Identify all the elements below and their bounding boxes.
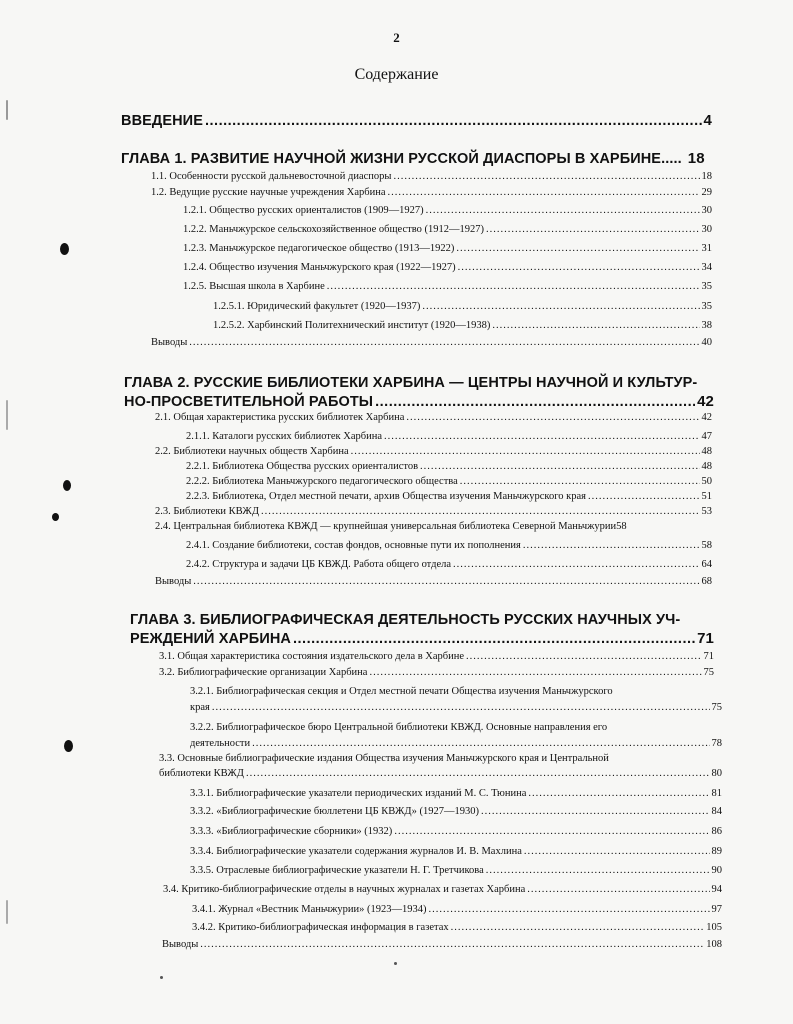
scan-speck	[60, 243, 69, 255]
toc-entry[interactable]: 3.3.1. Библиографические указатели периодических изданий М. С. Тюнина ..... 81	[190, 788, 722, 799]
toc-entry[interactable]: 3.1. Общая характеристика состояния издательского дела в Харбине ..... 71	[159, 651, 714, 662]
chapter-3-line1[interactable]: ГЛАВА 3. БИБЛИОГРАФИЧЕСКАЯ ДЕЯТЕЛЬНОСТЬ РУССКИХ НАУЧНЫХ УЧ-	[130, 612, 681, 628]
toc-intro-page: 4	[703, 112, 712, 129]
toc-entry[interactable]: 1.1. Особенности русской дальневосточной диаспоры ..... 18	[151, 171, 712, 182]
chapter-1-dots: .....	[661, 151, 682, 167]
leader-dots	[293, 631, 695, 647]
toc-entry-line1[interactable]: 3.2.2. Библиографическое бюро Центральной библиотеки КВЖД. Основные направления его	[190, 722, 608, 733]
toc-entry[interactable]: 3.4. Критико-библиографические отделы в научных журналах и газетах Харбина ..... 94	[163, 884, 722, 895]
toc-entry[interactable]: 1.2.5.1. Юридический факультет (1920—1937) ..... 35	[213, 301, 712, 312]
toc-entry[interactable]: 1.2.5. Высшая школа в Харбине ..... 35	[183, 281, 712, 292]
page-number: 2	[393, 30, 400, 45]
toc-entry[interactable]: 1.2. Ведущие русские научные учреждения Харбина ..... 29	[151, 187, 712, 198]
scan-speck	[63, 480, 71, 491]
toc-entry[interactable]: 3.3.5. Отраслевые библиографические указатели Н. Г. Третчикова ..... 90	[190, 865, 722, 876]
toc-chapter-3[interactable]	[130, 630, 714, 647]
chapter-2-page: 42	[697, 393, 714, 410]
toc-entry[interactable]: 2.4.1. Создание библиотеки, состав фондов, основные пути их пополнения ..... 58	[186, 540, 712, 551]
toc-chapter-2[interactable]	[124, 393, 714, 410]
toc-entry[interactable]: 3.4.1. Журнал «Вестник Маньчжурии» (1923—1934) ..... 97	[192, 904, 722, 915]
chapter-3-page: 71	[697, 630, 714, 647]
scan-speck	[64, 740, 73, 752]
toc-entry[interactable]: 1.2.1. Общество русских ориенталистов (1909—1927) ..... 30	[183, 205, 712, 216]
toc-entry[interactable]: 2.4. Центральная библиотека КВЖД — крупнейшая универсальная библиотека Северной Маньчжурии 58	[155, 521, 627, 532]
chapter-1-label: ГЛАВА 1. РАЗВИТИЕ НАУЧНОЙ ЖИЗНИ РУССКОЙ ДИАСПОРЫ В ХАРБИНЕ	[121, 151, 662, 167]
scan-edge-mark	[6, 100, 8, 120]
toc-entry[interactable]: 2.2.2. Библиотека Маньчжурского педагогического общества ..... 50	[186, 476, 712, 487]
toc-entry[interactable]: 1.2.3. Маньчжурское педагогическое общество (1913—1922) ..... 31	[183, 243, 712, 254]
toc-intro[interactable]	[121, 112, 712, 129]
toc-entry[interactable]: 1.2.2. Маньчжурское сельскохозяйственное общество (1912—1927) ..... 30	[183, 224, 712, 235]
toc-entry[interactable]: библиотеки КВЖД ..... 80	[159, 768, 722, 779]
toc-entry[interactable]: 1.2.5.2. Харбинский Политехнический институт (1920—1938) ..... 38	[213, 320, 712, 331]
scan-speck	[52, 513, 59, 521]
toc-entry[interactable]: 2.1. Общая характеристика русских библиотек Харбина ..... 42	[155, 412, 712, 423]
toc-entry[interactable]: 2.1.1. Каталоги русских библиотек Харбина ..... 47	[186, 431, 712, 442]
toc-entry[interactable]: 2.4.2. Структура и задачи ЦБ КВЖД. Работа общего отдела ..... 64	[186, 559, 712, 570]
toc-entry[interactable]: 2.2.3. Библиотека, Отдел местной печати, архив Общества изучения Маньчжурского края ..... 51	[186, 491, 712, 502]
toc-entry[interactable]: Выводы ..... 108	[162, 939, 722, 950]
toc-intro-label: ВВЕДЕНИЕ	[121, 113, 203, 129]
toc-entry-line1[interactable]: 3.2.1. Библиографическая секция и Отдел местной печати Общества изучения Маньчжурского	[190, 686, 613, 697]
toc-entry[interactable]: 2.3. Библиотеки КВЖД ..... 53	[155, 506, 712, 517]
chapter-2-label: НО-ПРОСВЕТИТЕЛЬНОЙ РАБОТЫ	[124, 394, 374, 410]
scan-edge-mark	[6, 400, 8, 430]
toc-entry[interactable]: 3.4.2. Критико-библиографическая информация в газетах ..... 105	[192, 922, 722, 933]
toc-entry-line1[interactable]: 3.3. Основные библиографические издания Общества изучения Маньчжурского края и Центральной	[159, 753, 609, 764]
toc-entry[interactable]: Выводы ..... 40	[151, 337, 712, 348]
toc-entry[interactable]: 2.2.1. Библиотека Общества русских ориенталистов ..... 48	[186, 461, 712, 472]
scan-speck	[394, 962, 397, 965]
toc-entry[interactable]: 1.2.4. Общество изучения Маньчжурского края (1922—1927) ..... 34	[183, 262, 712, 273]
leader-dots	[375, 394, 695, 410]
chapter-3-label: РЕЖДЕНИЙ ХАРБИНА	[130, 631, 291, 647]
toc-entry[interactable]: 3.2. Библиографические организации Харбина ..... 75	[159, 667, 714, 678]
toc-chapter-1[interactable]	[121, 150, 705, 167]
toc-entry[interactable]: Выводы ..... 68	[155, 576, 712, 587]
chapter-1-page: 18	[687, 150, 705, 167]
toc-entry[interactable]: 2.2. Библиотеки научных обществ Харбина ..... 48	[155, 446, 712, 457]
chapter-2-line1[interactable]: ГЛАВА 2. РУССКИЕ БИБЛИОТЕКИ ХАРБИНА — ЦЕНТРЫ НАУЧНОЙ И КУЛЬТУР-	[124, 375, 698, 391]
toc-entry[interactable]: края ..... 75	[190, 702, 722, 713]
toc-entry[interactable]: 3.3.4. Библиографические указатели содержания журналов И. В. Махлина ..... 89	[190, 846, 722, 857]
leader-dots	[205, 113, 702, 129]
toc-title: Содержание	[354, 66, 439, 83]
scan-edge-mark	[6, 900, 8, 924]
scan-speck	[160, 976, 163, 979]
toc-entry[interactable]: 3.3.2. «Библиографические бюллетени ЦБ КВЖД» (1927—1930) ..... 84	[190, 806, 722, 817]
toc-entry[interactable]: 3.3.3. «Библиографические сборники» (1932) ..... 86	[190, 826, 722, 837]
toc-entry[interactable]: деятельности ..... 78	[190, 738, 722, 749]
